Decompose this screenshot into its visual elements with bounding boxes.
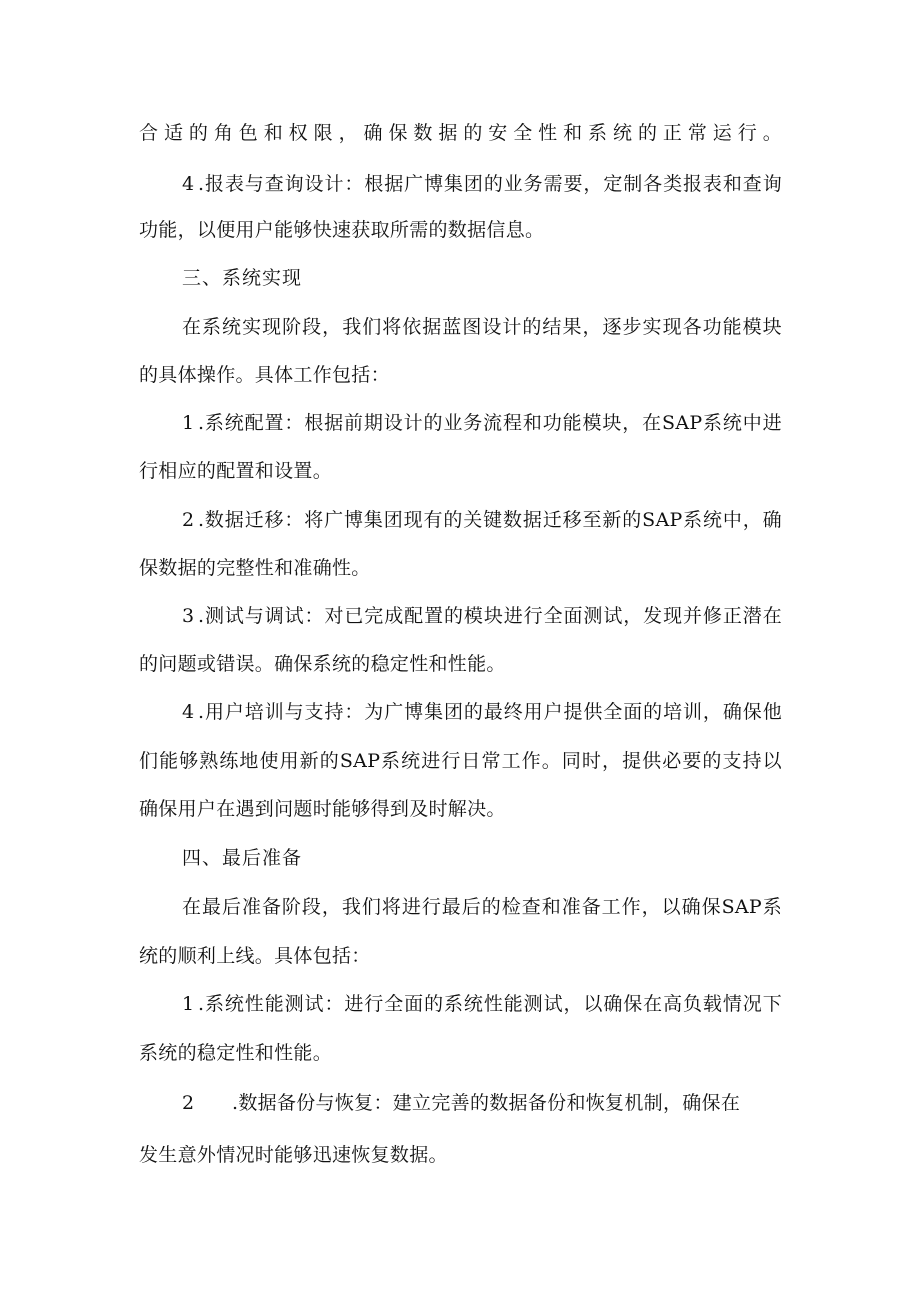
- paragraph-line: 保数据的完整性和准确性。: [139, 557, 371, 579]
- numbered-item-line: [182, 411, 782, 435]
- numbered-item-line: [182, 1091, 832, 1115]
- item-text: .系统性能测试：进行全面的系统性能测试，以确保在高负载情况下: [198, 993, 782, 1015]
- numbered-item-line: [182, 700, 782, 724]
- paragraph-line: 的具体操作。具体工作包括：: [139, 364, 390, 386]
- paragraph-line: 的问题或错误。确保系统的稳定性和性能。: [139, 653, 506, 675]
- paragraph-line: 合适的角色和权限，确保数据的安全性和系统的正常运行。: [139, 122, 782, 144]
- paragraph-line: 在最后准备阶段，我们将进行最后的检查和准备工作，以确保SAP系: [182, 896, 782, 918]
- paragraph-line: 发生意外情况时能够迅速恢复数据。: [139, 1144, 448, 1166]
- numbered-item-line: [182, 604, 782, 628]
- paragraph-line: 在系统实现阶段，我们将依据蓝图设计的结果，逐步实现各功能模块: [182, 316, 782, 338]
- item-text: .数据备份与恢复：建立完善的数据备份和恢复机制，确保在: [232, 1092, 741, 1114]
- numbered-item-line: [182, 172, 782, 196]
- item-text: .用户培训与支持：为广博集团的最终用户提供全面的培训，确保他: [198, 701, 782, 723]
- item-number: 1: [182, 412, 195, 434]
- paragraph-line: 确保用户在遇到问题时能够得到及时解决。: [139, 798, 506, 820]
- item-number: 3: [182, 605, 195, 627]
- item-number: 1: [182, 993, 195, 1015]
- paragraph-line: 行相应的配置和设置。: [139, 460, 333, 482]
- numbered-item-line: [182, 508, 782, 532]
- item-text: .数据迁移：将广博集团现有的关键数据迁移至新的SAP系统中，确: [198, 509, 782, 531]
- paragraph-line: 统的顺利上线。具体包括：: [139, 945, 371, 967]
- section-heading: 四、最后准备: [182, 847, 303, 869]
- item-text: .系统配置：根据前期设计的业务流程和功能模块，在SAP系统中进: [198, 412, 782, 434]
- item-number: 2: [182, 1092, 195, 1114]
- paragraph-line: 系统的稳定性和性能。: [139, 1042, 333, 1064]
- item-number: 2: [182, 509, 195, 531]
- item-text: .测试与调试：对已完成配置的模块进行全面测试，发现并修正潜在: [198, 605, 782, 627]
- paragraph-line: 功能，以便用户能够快速获取所需的数据信息。: [139, 219, 545, 241]
- numbered-item-line: [182, 992, 782, 1016]
- paragraph-line: 们能够熟练地使用新的SAP系统进行日常工作。同时，提供必要的支持以: [139, 750, 782, 772]
- item-text: .报表与查询设计：根据广博集团的业务需要，定制各类报表和查询: [198, 173, 782, 195]
- section-heading: 三、系统实现: [182, 267, 303, 289]
- item-number: 4: [182, 701, 195, 723]
- item-number: 4: [182, 173, 195, 195]
